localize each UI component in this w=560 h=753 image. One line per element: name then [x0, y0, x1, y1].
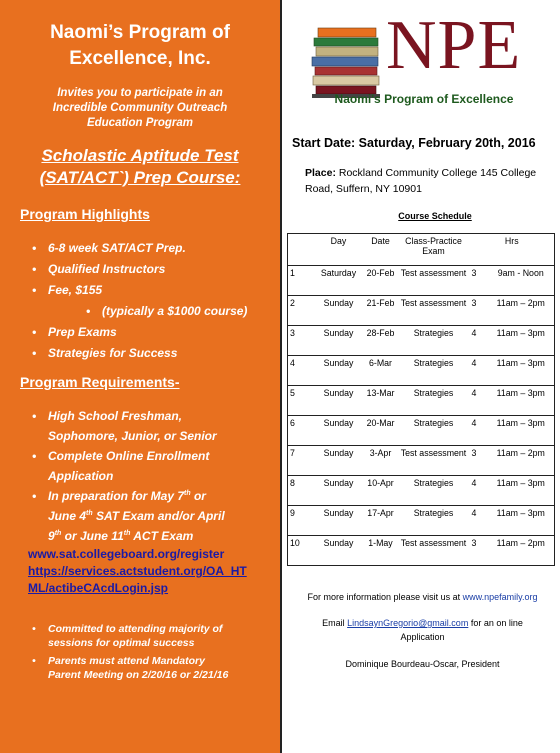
table-cell-cls: Strategies: [398, 356, 470, 386]
table-row: [288, 476, 555, 506]
table-cell-hrs: 3: [470, 446, 488, 476]
course-title: Scholastic Aptitude Test (SAT/ACT`) Prep Course:: [39, 146, 241, 187]
table-cell-time: 11am – 2pm: [488, 296, 555, 326]
table-cell-time: 11am – 3pm: [488, 326, 555, 356]
table-row: [288, 536, 555, 566]
table-cell-cls: Strategies: [398, 506, 470, 536]
course-schedule-table: [287, 233, 555, 566]
table-row: [288, 266, 555, 296]
sat-register-link[interactable]: www.sat.collegeboard.org/register: [28, 547, 225, 561]
table-cell-hrs: 3: [470, 266, 488, 296]
table-cell-day: Sunday: [314, 326, 364, 356]
list-item: • Committed to attending majority of sessions for optimal success: [20, 622, 278, 650]
list-item: • In preparation for May 7th or June 4th SAT Exam and/or April 9th or June 11th ACT Exam: [20, 486, 278, 546]
requirements-heading: Program Requirements-: [20, 374, 180, 390]
table-cell-cls: Strategies: [398, 326, 470, 356]
act-login-link[interactable]: https://services.actstudent.org/OA_HT ML/actibeCAcdLogin.jsp: [28, 564, 247, 595]
registration-links: [28, 546, 276, 597]
table-cell-time: 11am – 3pm: [488, 506, 555, 536]
table-cell-n: 5: [288, 386, 314, 416]
table-cell-time: 11am – 2pm: [488, 536, 555, 566]
table-cell-n: 7: [288, 446, 314, 476]
table-cell-cls: Strategies: [398, 386, 470, 416]
table-cell-day: Sunday: [314, 296, 364, 326]
logo-subtitle: Naomi's Program of Excellence: [334, 92, 514, 106]
table-cell-hrs: 4: [470, 386, 488, 416]
table-cell-day: Sunday: [314, 446, 364, 476]
table-cell-day: Sunday: [314, 356, 364, 386]
table-row: [288, 296, 555, 326]
table-cell-hrs: 3: [470, 296, 488, 326]
table-cell-date: 28-Feb: [364, 326, 398, 356]
table-cell-time: 11am – 2pm: [488, 446, 555, 476]
table-cell-date: 21-Feb: [364, 296, 398, 326]
table-cell-cls: Strategies: [398, 416, 470, 446]
list-item: • (typically a $1000 course): [20, 301, 278, 322]
table-cell-n: 3: [288, 326, 314, 356]
table-cell-cls: Test assessment: [398, 446, 470, 476]
table-cell-n: 2: [288, 296, 314, 326]
table-cell-day: Saturday: [314, 266, 364, 296]
table-cell-cls: Strategies: [398, 476, 470, 506]
email-link[interactable]: LindsaynGregorio@gmail.com: [347, 618, 469, 628]
table-cell-time: 11am – 3pm: [488, 386, 555, 416]
table-cell-hrs: 4: [470, 506, 488, 536]
table-cell-hrs: 4: [470, 476, 488, 506]
table-cell-n: 4: [288, 356, 314, 386]
table-cell-hrs: 3: [470, 536, 488, 566]
list-item: • Complete Online Enrollment Application: [20, 446, 278, 486]
list-item: • 6-8 week SAT/ACT Prep.: [20, 238, 278, 259]
course-schedule-title: Course Schedule: [398, 211, 472, 221]
list-item: • Qualified Instructors: [20, 259, 278, 280]
org-title: Naomi’s Program of Excellence, Inc.: [50, 22, 230, 69]
invitation-text: Invites you to participate in an Incredible Community Outreach Education Program: [52, 87, 228, 129]
table-cell-date: 3-Apr: [364, 446, 398, 476]
president-signature: Dominique Bourdeau-Oscar, President: [345, 659, 500, 669]
email-info: Email LindsaynGregorio@gmail.com for an on line Application: [322, 618, 523, 642]
table-cell-time: 9am - Noon: [488, 266, 555, 296]
table-cell-day: Sunday: [314, 386, 364, 416]
table-cell-day: Sunday: [314, 506, 364, 536]
more-info: For more information please visit us at www.npefamily.org: [307, 592, 538, 602]
start-date: Start Date: Saturday, February 20th, 2016: [292, 136, 536, 150]
table-cell-n: 8: [288, 476, 314, 506]
npe-logo-letters: NPE: [386, 7, 522, 84]
table-cell-date: 6-Mar: [364, 356, 398, 386]
table-cell-hrs: 4: [470, 416, 488, 446]
table-cell-cls: Test assessment: [398, 296, 470, 326]
table-cell-hrs: 4: [470, 356, 488, 386]
table-cell-n: 10: [288, 536, 314, 566]
table-row: [288, 356, 555, 386]
table-cell-date: 10-Apr: [364, 476, 398, 506]
list-item: • Prep Exams: [20, 322, 278, 343]
list-item: • Parents must attend Mandatory Parent Meeting on 2/20/16 or 2/21/16: [20, 654, 278, 682]
table-cell-day: Sunday: [314, 476, 364, 506]
table-cell-cls: Test assessment: [398, 266, 470, 296]
table-row: [288, 446, 555, 476]
table-cell-day: Sunday: [314, 416, 364, 446]
list-item: • Strategies for Success: [20, 343, 278, 364]
table-cell-date: 20-Feb: [364, 266, 398, 296]
table-cell-n: 9: [288, 506, 314, 536]
table-row: [288, 326, 555, 356]
table-cell-day: Sunday: [314, 536, 364, 566]
table-cell-time: 11am – 3pm: [488, 416, 555, 446]
table-row: [288, 506, 555, 536]
table-cell-hrs: 4: [470, 326, 488, 356]
table-cell-cls: Test assessment: [398, 536, 470, 566]
list-item: • High School Freshman, Sophomore, Junior, or Senior: [20, 406, 278, 446]
website-link[interactable]: www.npefamily.org: [462, 592, 538, 602]
requirements-list: [20, 406, 278, 546]
table-row: [288, 386, 555, 416]
table-cell-date: 17-Apr: [364, 506, 398, 536]
commitments-list: [20, 622, 278, 682]
table-row: [288, 416, 555, 446]
table-cell-date: 1-May: [364, 536, 398, 566]
table-cell-date: 20-Mar: [364, 416, 398, 446]
table-cell-time: 11am – 3pm: [488, 356, 555, 386]
table-cell-date: 13-Mar: [364, 386, 398, 416]
place-info: Place: Rockland Community College 145 College Road, Suffern, NY 10901: [305, 167, 537, 195]
panel-divider: [280, 0, 282, 753]
table-cell-n: 6: [288, 416, 314, 446]
list-item: • Fee, $155: [20, 280, 278, 301]
table-cell-n: 1: [288, 266, 314, 296]
highlights-heading: Program Highlights: [20, 206, 150, 222]
table-cell-time: 11am – 3pm: [488, 476, 555, 506]
highlights-list: [20, 238, 278, 364]
table-header-row: Day Date Class-Practice Exam Hrs: [288, 234, 555, 266]
